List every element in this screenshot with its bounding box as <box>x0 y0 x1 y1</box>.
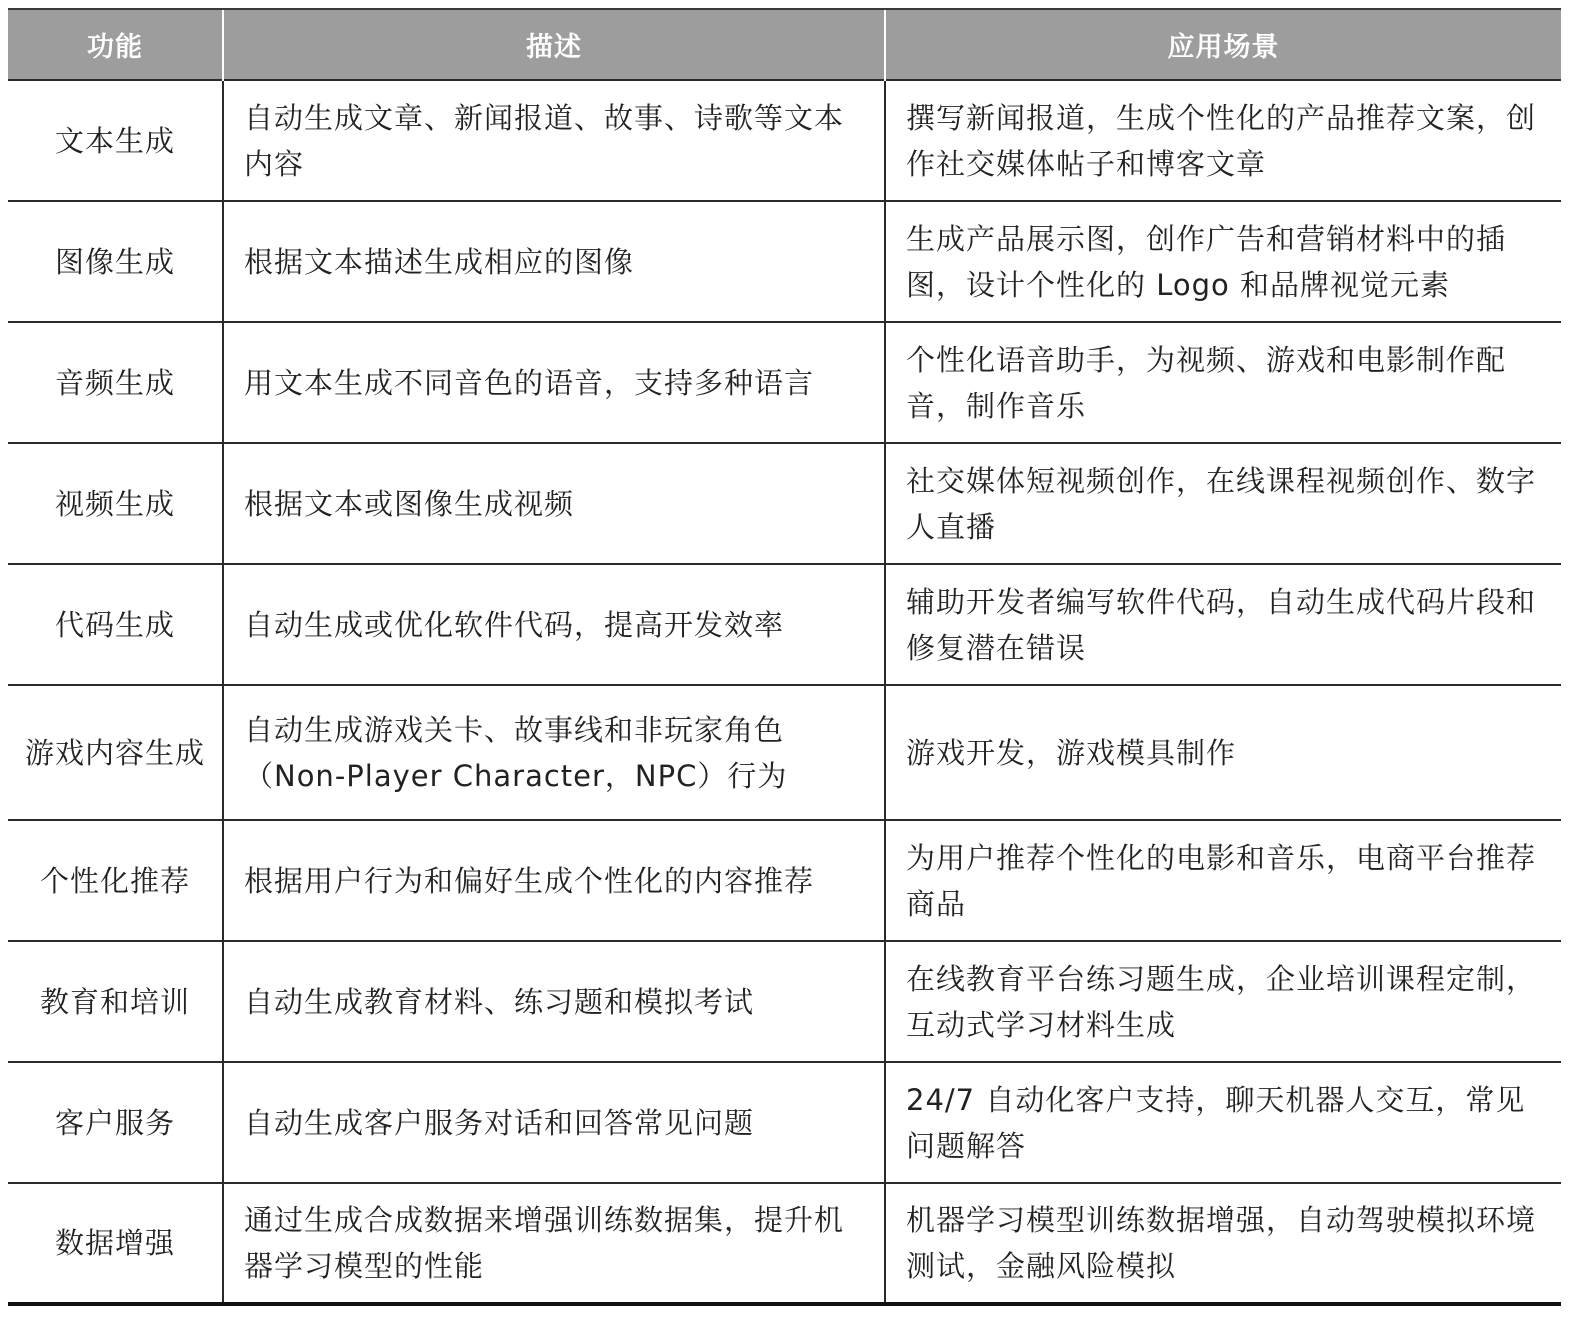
scenario-cell: 在线教育平台练习题生成，企业培训课程定制，互动式学习材料生成 <box>885 941 1561 1062</box>
scenario-cell: 为用户推荐个性化的电影和音乐，电商平台推荐商品 <box>885 820 1561 941</box>
description-cell: 自动生成教育材料、练习题和模拟考试 <box>223 941 885 1062</box>
table-row <box>8 564 1561 685</box>
table-row <box>8 1062 1561 1183</box>
header-row <box>8 10 1561 80</box>
table-body <box>8 80 1561 1304</box>
scenario-cell: 社交媒体短视频创作，在线课程视频创作、数字人直播 <box>885 443 1561 564</box>
description-cell: 用文本生成不同音色的语音，支持多种语言 <box>223 322 885 443</box>
table-row <box>8 685 1561 820</box>
description-cell: 根据文本或图像生成视频 <box>223 443 885 564</box>
table-row <box>8 322 1561 443</box>
scenario-cell: 辅助开发者编写软件代码，自动生成代码片段和修复潜在错误 <box>885 564 1561 685</box>
table-row <box>8 201 1561 322</box>
function-cell: 音频生成 <box>8 322 223 443</box>
function-cell: 个性化推荐 <box>8 820 223 941</box>
table-row <box>8 80 1561 201</box>
function-cell: 数据增强 <box>8 1183 223 1304</box>
table-row <box>8 820 1561 941</box>
table-header <box>8 10 1561 80</box>
function-cell: 代码生成 <box>8 564 223 685</box>
header-function: 功能 <box>8 10 223 80</box>
table-row <box>8 1183 1561 1304</box>
function-cell: 图像生成 <box>8 201 223 322</box>
feature-table <box>8 10 1561 1306</box>
description-cell: 根据文本描述生成相应的图像 <box>223 201 885 322</box>
description-cell: 自动生成文章、新闻报道、故事、诗歌等文本内容 <box>223 80 885 201</box>
function-cell: 游戏内容生成 <box>8 685 223 820</box>
header-description: 描述 <box>223 10 885 80</box>
header-scenario: 应用场景 <box>885 10 1561 80</box>
table-row <box>8 443 1561 564</box>
table-row <box>8 941 1561 1062</box>
function-cell: 文本生成 <box>8 80 223 201</box>
description-cell: 自动生成客户服务对话和回答常见问题 <box>223 1062 885 1183</box>
scenario-cell: 游戏开发，游戏模具制作 <box>885 685 1561 820</box>
function-cell: 客户服务 <box>8 1062 223 1183</box>
scenario-cell: 机器学习模型训练数据增强，自动驾驶模拟环境测试，金融风险模拟 <box>885 1183 1561 1304</box>
description-cell: 根据用户行为和偏好生成个性化的内容推荐 <box>223 820 885 941</box>
description-cell: 通过生成合成数据来增强训练数据集，提升机器学习模型的性能 <box>223 1183 885 1304</box>
scenario-cell: 个性化语音助手，为视频、游戏和电影制作配音，制作音乐 <box>885 322 1561 443</box>
function-cell: 视频生成 <box>8 443 223 564</box>
function-cell: 教育和培训 <box>8 941 223 1062</box>
scenario-cell: 生成产品展示图，创作广告和营销材料中的插图，设计个性化的 Logo 和品牌视觉元素 <box>885 201 1561 322</box>
description-cell: 自动生成或优化软件代码，提高开发效率 <box>223 564 885 685</box>
scenario-cell: 24/7 自动化客户支持，聊天机器人交互，常见问题解答 <box>885 1062 1561 1183</box>
description-cell: 自动生成游戏关卡、故事线和非玩家角色（Non-Player Character，NPC）行为 <box>223 685 885 820</box>
scenario-cell: 撰写新闻报道，生成个性化的产品推荐文案，创作社交媒体帖子和博客文章 <box>885 80 1561 201</box>
